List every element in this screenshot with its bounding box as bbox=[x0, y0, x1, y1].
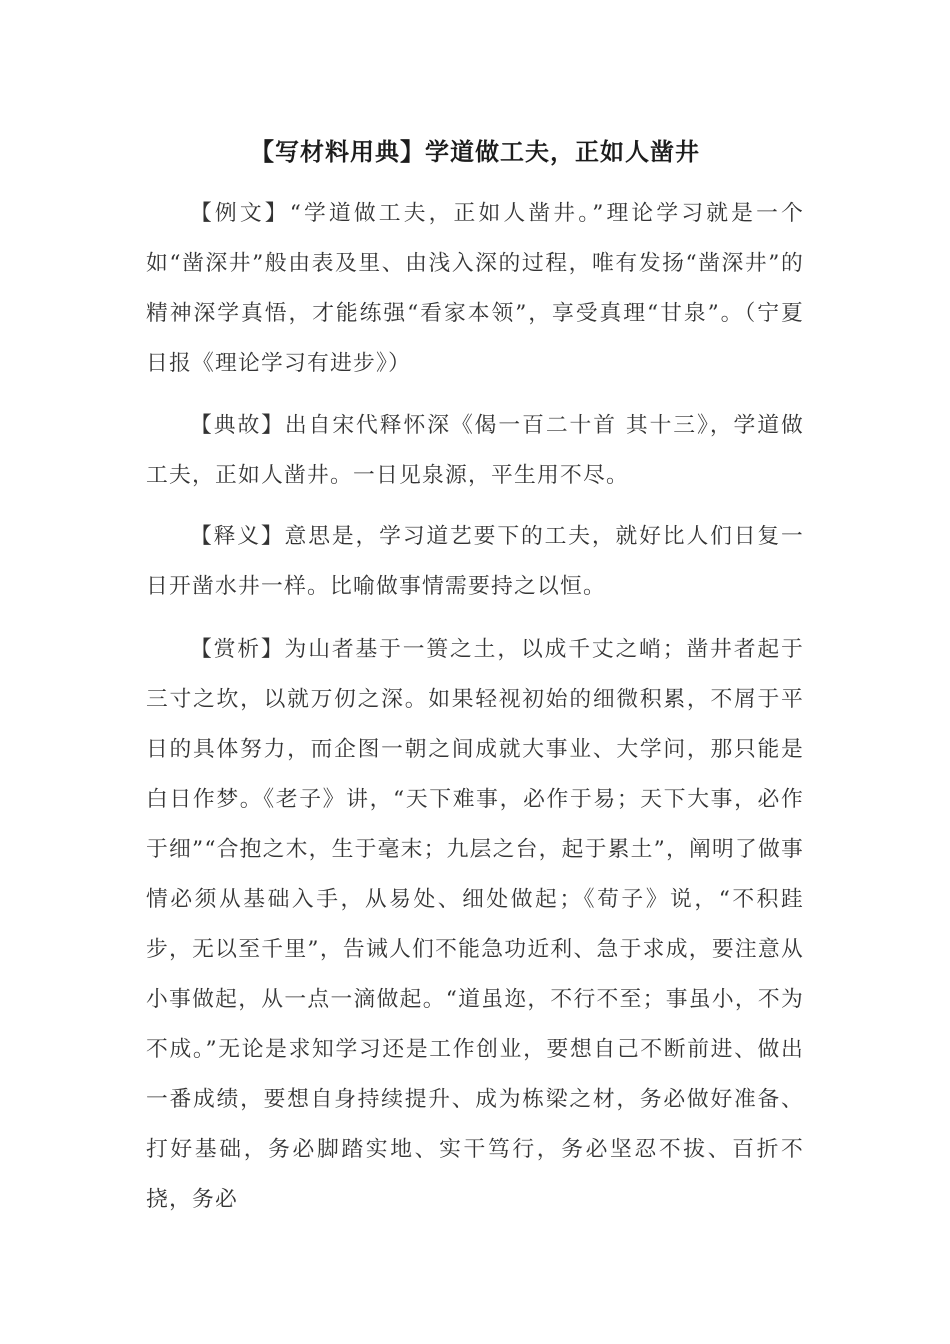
paragraph-interpretation: 【释义】意思是，学习道艺要下的工夫，就好比人们日复一日开凿水井一样。比喻做事情需要持之以恒。 bbox=[146, 524, 804, 599]
paragraph-example: 【例文】“学道做工夫，正如人凿井。”理论学习就是一个如“凿深井”般由表及里、由浅入深的过程，唯有发扬“凿深井”的精神深学真悟，才能练强“看家本领”，享受真理“甘泉”。（宁夏日报《理论学习有进步》） bbox=[146, 201, 804, 376]
document-title: 【写材料用典】学道做工夫，正如人凿井 bbox=[250, 138, 700, 166]
paragraph-appreciation: 【赏析】为山者基于一篑之土，以成千丈之峭；凿井者起于三寸之坎，以就万仞之深。如果轻视初始的细微积累，不屑于平日的具体努力，而企图一朝之间成就大事业、大学问，那只能是白日作梦。《老子》讲，“天下难事，必作于易；天下大事，必作于细”“合抱之木，生于毫末；九层之台，起于累土”，阐明了做事情必须从基础入手，从易处、细处做起；《荀子》说，“不积跬步，无以至千里”，告诫人们不能急功近利、急于求成，要注意从小事做起，从一点一滴做起。“道虽迩，不行不至；事虽小，不为不成。”无论是求知学习还是工作创业，要想自己不断前进、做出一番成绩，要想自身持续提升、成为栋梁之材，务必做好准备、打好基础，务必脚踏实地、实干笃行，务必坚忍不拔、百折不挠，务必 bbox=[146, 637, 804, 1212]
paragraph-allusion: 【典故】出自宋代释怀深《偈一百二十首 其十三》，学道做工夫，正如人凿井。一日见泉源，平生用不尽。 bbox=[146, 413, 804, 488]
